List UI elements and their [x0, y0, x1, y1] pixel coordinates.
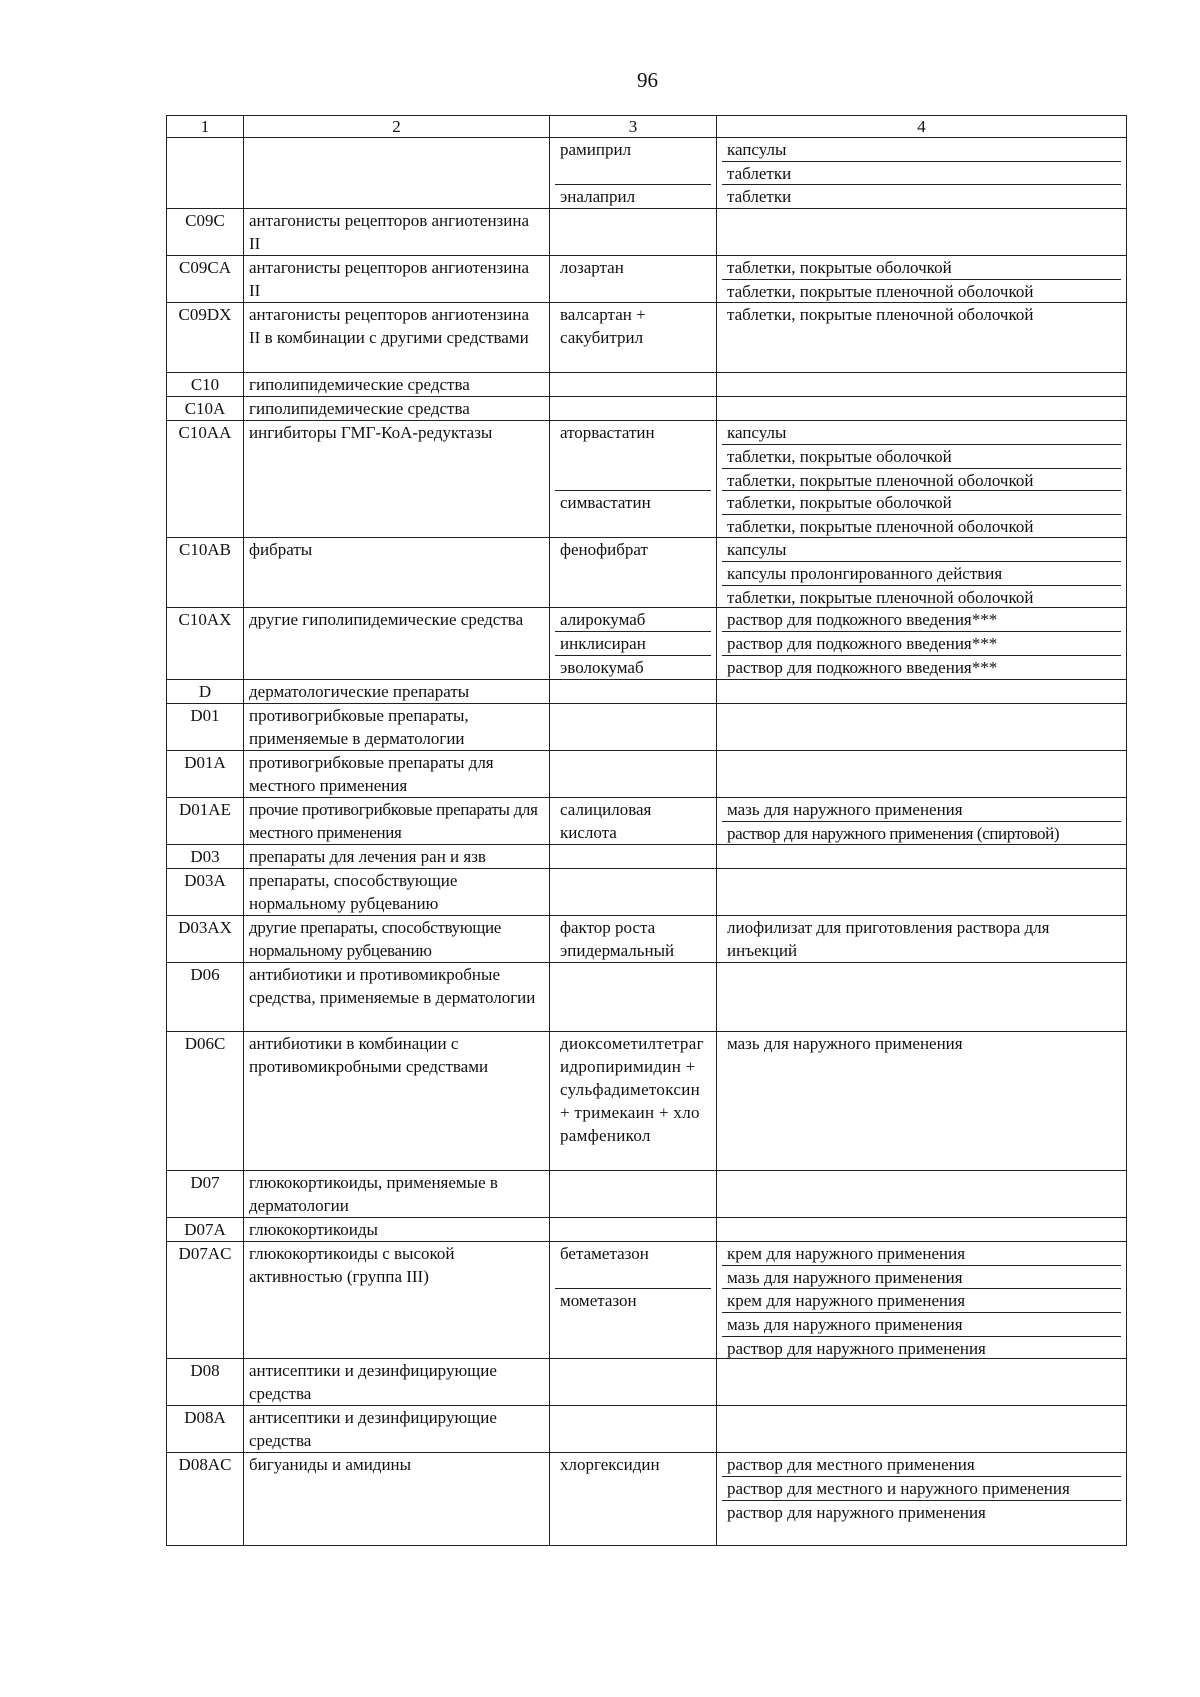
- dosage-forms-cell: [717, 798, 1127, 845]
- anatomical-therapeutic-group: бигуаниды и амидины: [244, 1453, 550, 1546]
- dosage-forms-cell: [717, 1218, 1127, 1242]
- dosage-forms-cell: [717, 397, 1127, 421]
- atc-code: C09CA: [167, 256, 244, 303]
- table-row: [167, 1359, 1127, 1406]
- atc-code: D06C: [167, 1032, 244, 1171]
- drug-names-cell: [550, 608, 717, 680]
- table-row: [167, 916, 1127, 963]
- dosage-form-group: [722, 656, 1121, 679]
- anatomical-therapeutic-group: [244, 138, 550, 209]
- anatomical-therapeutic-group: препараты для лечения ран и язв: [244, 845, 550, 869]
- dosage-form: мазь для наружного применения: [722, 798, 1121, 822]
- dosage-form: таблетки: [727, 187, 792, 206]
- drug-name: рамиприл: [555, 138, 711, 185]
- dosage-form: крем для наружного применения: [722, 1242, 1121, 1266]
- table-row: [167, 704, 1127, 751]
- table-row: [167, 209, 1127, 256]
- dosage-forms-cell: [717, 916, 1127, 963]
- dosage-form: таблетки, покрытые пленочной оболочкой: [727, 305, 1034, 324]
- table-row: [167, 963, 1127, 1032]
- drug-name: инклисиран: [555, 632, 711, 656]
- table-body: [167, 138, 1127, 1546]
- atc-code: D08AC: [167, 1453, 244, 1546]
- atc-code: C10AX: [167, 608, 244, 680]
- column-header: 2: [244, 116, 550, 138]
- drug-names-cell: [550, 209, 717, 256]
- dosage-form-group: [722, 1289, 1121, 1358]
- anatomical-therapeutic-group: гиполипидемические средства: [244, 397, 550, 421]
- atc-code: D08A: [167, 1406, 244, 1453]
- dosage-form: раствор для местного применения: [722, 1453, 1121, 1477]
- table-row: [167, 1453, 1127, 1546]
- atc-code: D03A: [167, 869, 244, 916]
- dosage-form: мазь для наружного применения: [727, 1268, 963, 1287]
- dosage-form: капсулы: [722, 138, 1121, 162]
- anatomical-therapeutic-group: антагонисты рецепторов ангиотензина II: [244, 256, 550, 303]
- drug-names-cell: [550, 303, 717, 373]
- atc-code: D07AC: [167, 1242, 244, 1359]
- dosage-form-group: [722, 303, 1121, 372]
- drug-names-cell: [550, 798, 717, 845]
- page-number: 96: [637, 68, 658, 92]
- table-row: [167, 751, 1127, 798]
- atc-code: D01: [167, 704, 244, 751]
- dosage-form-group: [722, 1032, 1121, 1170]
- dosage-form: раствор для подкожного введения***: [727, 610, 998, 629]
- dosage-form-group: [722, 421, 1121, 491]
- anatomical-therapeutic-group: противогрибковые препараты для местного применения: [244, 751, 550, 798]
- dosage-forms-cell: [717, 373, 1127, 397]
- drug-names-cell: [550, 1453, 717, 1546]
- table-row: [167, 1171, 1127, 1218]
- table-row: [167, 256, 1127, 303]
- dosage-form: крем для наружного применения: [722, 1289, 1121, 1313]
- table-row: [167, 397, 1127, 421]
- atc-code: D01AE: [167, 798, 244, 845]
- atc-code: C10AB: [167, 538, 244, 608]
- dosage-forms-cell: [717, 869, 1127, 916]
- drug-names-cell: [550, 916, 717, 963]
- atc-code: D07: [167, 1171, 244, 1218]
- dosage-form: раствор для наружного применения (спиртовой): [727, 824, 1060, 843]
- dosage-forms-cell: [717, 209, 1127, 256]
- dosage-forms-cell: [717, 845, 1127, 869]
- table-row: [167, 1406, 1127, 1453]
- anatomical-therapeutic-group: антагонисты рецепторов ангиотензина II: [244, 209, 550, 256]
- dosage-form-group: [722, 798, 1121, 844]
- drug-names-cell: [550, 538, 717, 608]
- table-row: [167, 421, 1127, 538]
- drug-names-cell: [550, 1171, 717, 1218]
- drug-list-table: [166, 115, 1127, 1546]
- dosage-forms-cell: [717, 963, 1127, 1032]
- anatomical-therapeutic-group: фибраты: [244, 538, 550, 608]
- dosage-form: таблетки, покрытые оболочкой: [722, 491, 1121, 515]
- anatomical-therapeutic-group: препараты, способствующие нормальному рубцеванию: [244, 869, 550, 916]
- drug-name: эналаприл: [560, 187, 636, 206]
- dosage-forms-cell: [717, 680, 1127, 704]
- atc-code: C10: [167, 373, 244, 397]
- atc-code: D06: [167, 963, 244, 1032]
- drug-name: салициловая кислота: [560, 800, 652, 842]
- table-row: [167, 1242, 1127, 1359]
- atc-code: D03AX: [167, 916, 244, 963]
- anatomical-therapeutic-group: противогрибковые препараты, применяемые в дерматологии: [244, 704, 550, 751]
- table-row: [167, 303, 1127, 373]
- dosage-form: раствор для подкожного введения***: [727, 658, 998, 677]
- dosage-forms-cell: [717, 421, 1127, 538]
- drug-name: фактор роста эпидермальный: [560, 918, 675, 960]
- drug-names-cell: [550, 397, 717, 421]
- table-row: [167, 1032, 1127, 1171]
- atc-code: D03: [167, 845, 244, 869]
- anatomical-therapeutic-group: глюкокортикоиды: [244, 1218, 550, 1242]
- table-row: [167, 845, 1127, 869]
- drug-name: валсартан + сакубитрил: [560, 305, 646, 347]
- drug-names-cell: [550, 869, 717, 916]
- dosage-form: лиофилизат для приготовления раствора для инъекций: [727, 918, 1050, 960]
- table-row: [167, 538, 1127, 608]
- drug-names-cell: [550, 680, 717, 704]
- dosage-forms-cell: [717, 1171, 1127, 1218]
- dosage-form: мазь для наружного применения: [727, 1034, 963, 1053]
- dosage-forms-cell: [717, 1453, 1127, 1546]
- table-row: [167, 1218, 1127, 1242]
- drug-name: симвастатин: [560, 493, 651, 512]
- dosage-forms-cell: [717, 608, 1127, 680]
- table-row: [167, 798, 1127, 845]
- drug-name: лозартан: [560, 258, 624, 277]
- atc-code: D08: [167, 1359, 244, 1406]
- dosage-form: капсулы пролонгированного действия: [722, 562, 1121, 586]
- drug-name: диоксометилтетрагидропиримидин + сульфадиметоксин + тримекаин + хлорамфеникол: [560, 1034, 704, 1145]
- anatomical-therapeutic-group: другие гиполипидемические средства: [244, 608, 550, 680]
- drug-name: бетаметазон: [555, 1242, 711, 1289]
- dosage-forms-cell: [717, 704, 1127, 751]
- dosage-form: мазь для наружного применения: [722, 1313, 1121, 1337]
- dosage-form-group: [722, 185, 1121, 208]
- drug-names-cell: [550, 1218, 717, 1242]
- dosage-form: капсулы: [722, 538, 1121, 562]
- drug-name: мометазон: [560, 1291, 637, 1310]
- dosage-form-group: [722, 916, 1121, 962]
- dosage-form: таблетки, покрытые пленочной оболочкой: [727, 471, 1034, 490]
- anatomical-therapeutic-group: гиполипидемические средства: [244, 373, 550, 397]
- table-row: [167, 869, 1127, 916]
- drug-name: фенофибрат: [560, 540, 648, 559]
- dosage-form: раствор для наружного применения: [727, 1339, 986, 1358]
- drug-name: эволокумаб: [560, 658, 644, 677]
- atc-code: C09C: [167, 209, 244, 256]
- drug-names-cell: [550, 751, 717, 798]
- dosage-form: таблетки: [727, 164, 792, 183]
- table-row: [167, 373, 1127, 397]
- anatomical-therapeutic-group: другие препараты, способствующие нормальному рубцеванию: [244, 916, 550, 963]
- dosage-form: таблетки, покрытые оболочкой: [722, 445, 1121, 469]
- anatomical-therapeutic-group: дерматологические препараты: [244, 680, 550, 704]
- dosage-form: таблетки, покрытые пленочной оболочкой: [727, 517, 1034, 536]
- dosage-form: таблетки, покрытые пленочной оболочкой: [727, 588, 1034, 607]
- anatomical-therapeutic-group: антисептики и дезинфицирующие средства: [244, 1406, 550, 1453]
- table-row: [167, 138, 1127, 209]
- dosage-form: раствор для местного и наружного применения: [722, 1477, 1121, 1501]
- anatomical-therapeutic-group: прочие противогрибковые препараты для местного применения: [244, 798, 550, 845]
- column-header: 1: [167, 116, 244, 138]
- table-row: [167, 608, 1127, 680]
- dosage-form-group: [722, 491, 1121, 537]
- drug-names-cell: [550, 1359, 717, 1406]
- drug-names-cell: [550, 704, 717, 751]
- anatomical-therapeutic-group: антагонисты рецепторов ангиотензина II в комбинации с другими средствами: [244, 303, 550, 373]
- dosage-form: раствор для подкожного введения***: [727, 634, 998, 653]
- anatomical-therapeutic-group: антибиотики в комбинации с противомикробными средствами: [244, 1032, 550, 1171]
- anatomical-therapeutic-group: антибиотики и противомикробные средства, применяемые в дерматологии: [244, 963, 550, 1032]
- drug-names-cell: [550, 373, 717, 397]
- dosage-forms-cell: [717, 303, 1127, 373]
- atc-code: C10A: [167, 397, 244, 421]
- anatomical-therapeutic-group: глюкокортикоиды, применяемые в дерматологии: [244, 1171, 550, 1218]
- dosage-form: таблетки, покрытые пленочной оболочкой: [727, 282, 1034, 301]
- dosage-forms-cell: [717, 1359, 1127, 1406]
- drug-name: алирокумаб: [555, 608, 711, 632]
- dosage-forms-cell: [717, 751, 1127, 798]
- atc-code: [167, 138, 244, 209]
- drug-names-cell: [550, 1406, 717, 1453]
- drug-names-cell: [550, 421, 717, 538]
- dosage-form-group: [722, 256, 1121, 302]
- column-header: 4: [717, 116, 1127, 138]
- drug-name: хлоргексидин: [560, 1455, 660, 1474]
- atc-code: D07A: [167, 1218, 244, 1242]
- atc-code: D: [167, 680, 244, 704]
- dosage-forms-cell: [717, 1032, 1127, 1171]
- table-row: [167, 680, 1127, 704]
- dosage-form-group: [722, 608, 1121, 632]
- atc-code: D01A: [167, 751, 244, 798]
- dosage-form-group: [722, 538, 1121, 607]
- dosage-forms-cell: [717, 1406, 1127, 1453]
- drug-names-cell: [550, 138, 717, 209]
- drug-name: аторвастатин: [555, 421, 711, 491]
- dosage-form: раствор для наружного применения: [727, 1503, 986, 1522]
- dosage-form-group: [722, 1242, 1121, 1289]
- drug-names-cell: [550, 1032, 717, 1171]
- atc-code: C10AA: [167, 421, 244, 538]
- dosage-forms-cell: [717, 538, 1127, 608]
- drug-names-cell: [550, 1242, 717, 1359]
- dosage-forms-cell: [717, 256, 1127, 303]
- anatomical-therapeutic-group: глюкокортикоиды с высокой активностью (группа III): [244, 1242, 550, 1359]
- dosage-form-group: [722, 138, 1121, 185]
- drug-names-cell: [550, 963, 717, 1032]
- dosage-form-group: [722, 632, 1121, 656]
- dosage-forms-cell: [717, 138, 1127, 209]
- table-header-row: [167, 116, 1127, 138]
- drug-names-cell: [550, 845, 717, 869]
- dosage-forms-cell: [717, 1242, 1127, 1359]
- column-header: 3: [550, 116, 717, 138]
- dosage-form: капсулы: [722, 421, 1121, 445]
- atc-code: C09DX: [167, 303, 244, 373]
- anatomical-therapeutic-group: антисептики и дезинфицирующие средства: [244, 1359, 550, 1406]
- anatomical-therapeutic-group: ингибиторы ГМГ-КоА-редуктазы: [244, 421, 550, 538]
- drug-names-cell: [550, 256, 717, 303]
- dosage-form-group: [722, 1453, 1121, 1545]
- dosage-form: таблетки, покрытые оболочкой: [722, 256, 1121, 280]
